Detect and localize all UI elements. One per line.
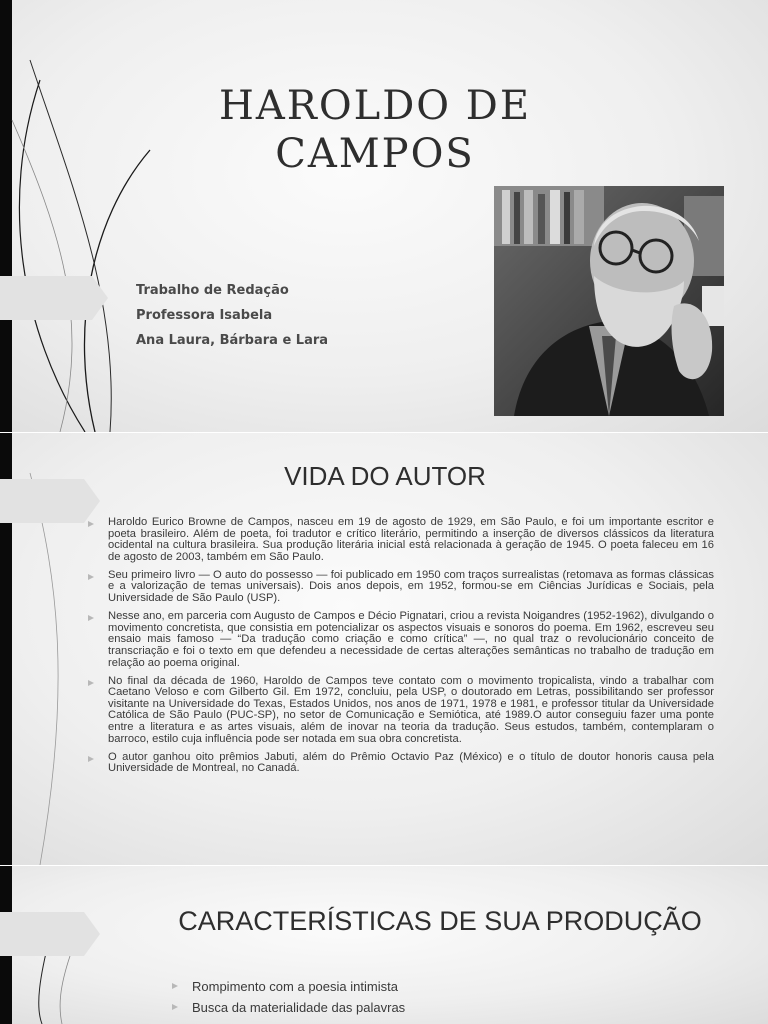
list-item: Nesse ano, em parceria com Augusto de Campos e Décio Pignatari, criou a revista Noigandres (1952-1962), divulgando o movimento concretista, que consistia em potencializar os aspectos visuais e sonoros do poema. Em 1962, escreveu seu ensaio mais famoso — “Da tradução como criação e como crítica” —, no qual traz o revolucionário conceito de transcriação e foi o texto em que defendeu a necessidade de certas alterações semânticas no trabalho de tradução em relação ao poema original.	[88, 611, 714, 669]
subtitle-line: Trabalho de Redação	[136, 283, 289, 298]
slide-heading: CARACTERÍSTICAS DE SUA PRODUÇÃO	[178, 906, 702, 936]
title-line-2: CAMPOS	[275, 131, 475, 177]
author-photo	[494, 186, 724, 416]
subtitle-line: Professora Isabela	[136, 308, 273, 323]
subtitle-block	[136, 278, 328, 353]
chevron-tab	[0, 276, 92, 320]
list-item: Haroldo Eurico Browne de Campos, nasceu em 19 de agosto de 1929, em São Paulo, e foi um importante escritor e poeta brasileiro. Além de poeta, foi tradutor e crítico literário, permitindo a inserção de diversos clássicos da literatura ocidental na cultura brasileira. Sua produção literária inicial está relacionada à geração de 1945. O poeta faleceu em 16 de agosto de 2003, também em São Paulo.	[88, 517, 714, 563]
slide-title	[150, 82, 600, 178]
list-item: Seu primeiro livro — O auto do possesso — foi publicado em 1950 com traços surrealistas (retomava as formas clássicas e a valorização de temas universais). Dois anos depois, em 1952, formou-se em Ciências Jurídicas e Sociais, pela Universidade de São Paulo (USP).	[88, 570, 714, 605]
list-item: O autor ganhou oito prêmios Jabuti, além do Prêmio Octavio Paz (México) e o título de doutor honoris causa pela Universidade de Montreal, no Canadá.	[88, 752, 714, 775]
title-slide	[0, 0, 768, 432]
decorative-curves	[0, 0, 200, 432]
bullet-list	[88, 517, 714, 781]
chevron-tab	[0, 912, 84, 956]
slide-heading: VIDA DO AUTOR	[284, 461, 486, 491]
subtitle-line: Ana Laura, Bárbara e Lara	[136, 333, 329, 348]
chevron-tab	[0, 479, 84, 523]
list-item: No final da década de 1960, Haroldo de Campos teve contato com o movimento tropicalista, vindo a trabalhar com Caetano Veloso e com Gilberto Gil. Em 1972, concluiu, pela USP, o doutorado em Letras, possibilitando ser professor visitante na Universidade do Texas, Estados Unidos, nos anos de 1971, 1978 e 1981, e professor titular da Universidade Católica de São Paulo (PUC-SP), no setor de Comunicação e Semiótica, até 1989.O autor conseguiu fazer uma ponte entre a literatura e as artes visuais, além de inovar na teoria da tradução. Seus estudos, também, contemplaram o barroco, estilo cuja influência pode ser notada em sua obra concretista.	[88, 676, 714, 746]
content-slide-vida	[0, 433, 768, 865]
list-item: Rompimento com a poesia intimista	[172, 976, 732, 997]
content-slide-caracteristicas	[0, 866, 768, 1024]
list-item: Busca da materialidade das palavras	[172, 997, 732, 1018]
bullet-list	[172, 976, 732, 1018]
title-line-1: HAROLDO DE	[218, 83, 532, 129]
